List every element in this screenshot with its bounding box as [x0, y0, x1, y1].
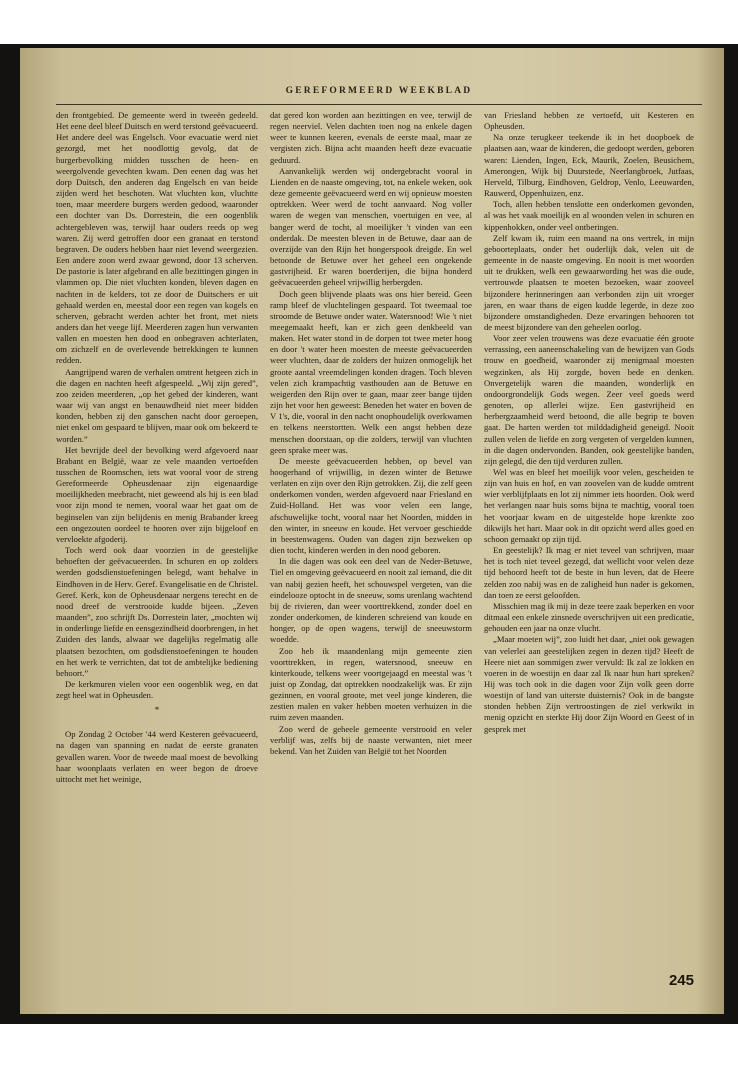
paragraph: Voor zeer velen trouwens was deze evacuatie één groote verrassing, een aaneenschakeling van de bewijzen van Gods trouw en goedheid, waaronder zij menigmaal moesten wegzinken, als Hij zorgde, boven bede en denken. Onvergetelijk waren die maanden, wonderlijk en ondoorgrondelijk Gods wegen. Zeer veel goeds werd genoten, op allerlei wijze. Een gastvrijheid en herbergzaamheid werd betoond, die alle begrip te boven gaat. De harten werden tot milddadigheid geneigd. Nooit zullen velen de liefde en zorg vergeten of vergelden kunnen, in die dagen ondervonden. Banden, ook geestelijke banden, zijn gelegd, die den tijd verduren zullen.	[484, 333, 694, 466]
paragraph: De meeste geëvacueerden hebben, op bevel van hoogerhand of vrijwillig, in dezen winter de Betuwe verlaten en zijn over den Rijn getrokken. Zij, die zelf geen onderkomen vonden, werden afgevoerd naar Friesland en Zuid-Holland. Het was voor velen een lange, afschuwelijke tocht, vooral naar het Noorden, midden in den winter, in sneeuw en koude. Het vervoer geschiedde in beestenwagens. Ouden van dagen zijn bezweken op dien tocht, kinderen werden in den nood geboren.	[270, 455, 472, 556]
paragraph: In die dagen was ook een deel van de Neder-Betuwe, Tiel en omgeving geëvacueerd en nooit zal iemand, die dit van nabij gezien heeft, het schouwspel vergeten, van die eindelooze optocht in de sneeuw, soms urenlang wachtend bij de rivieren, dan weer voorttrekkend, zonder doel en zonder onderkomen, de kinderen schreiend van koude en honger, op de open wagens, terwijl de sneeuwstorm woedde.	[270, 556, 472, 645]
paragraph: Na onze terugkeer teekende ik in het doopboek de plaatsen aan, waar de kinderen, die gedoopt werden, geboren waren: Lienden, Ingen, Eck, Maurik, Zoelen, Beusichem, Amerongen, Wijk bij Duurstede, Neerlangbroek, Jutfaas, Herveld, Tilburg, Eindhoven, Geldrop, Venlo, Leeuwarden, Rauwerd, Oppenhuizen, enz.	[484, 132, 694, 199]
paragraph: den frontgebied. De gemeente werd in tweeën gedeeld. Het eene deel bleef Duitsch en werd terstond geëvacueerd. Het andere deel was Engelsch. Voor evacuatie werd niet gezorgd, met het noodlottig gevolg, dat de burgerbevolking midden tusschen de heen- en weergolvende gevechten kwam. Den eenen dag was het dorp Duitsch, den anderen dag Engelsch en van beide zijden werd het beschoten. Wat vluchten kon, vluchtte toen, maar meerdere burgers werden gedood, waaronder een dochter van Ds. Dorrestein, die een oogenblik achtergebleven was, terwijl haar ouders reeds op weg waren. Zij werd getroffen door een granaat en terstond begraven. De ouders hebben haar niet levend weergezien. Een andere zoon werd zwaar gewond, door 13 scherven. De pastorie is later afgebrand en alle bezittingen gingen in vlammen op. Die niet vluchten konden, bleven dagen en nachten in de kelders, tot ze door de Duitschers er uit gehaald werden en, meestal door een regen van kogels en scherven, gebracht werden achter het front, met niets anders dan het veege lijf. Meerderen zagen hun verwanten vallen en moesten hen dood en onbegraven achterlaten, om zichzelf en de overlevende betrekkingen te kunnen redden.	[56, 110, 258, 366]
paragraph: Toch werd ook daar voorzien in de geestelijke behoeften der geëvacueerden. In schuren en op zolders werden godsdienstoefeningen belegd, want behalve in Eindhoven in de Herv. Geref. Evangelisatie en de Christel. Geref. Kerk, kon de Opheusdenaar nergens terecht en de nood dreef de verstrooide kudde bijeen. „Zeven maanden”, zoo schrijft Ds. Dorrestein later, „mochten wij in onderlinge liefde en eensgezindheid doorbrengen, in het Zuiden des lands, alwaar we dagelijks regelmatig alle plaatsen bezochten, om godsdienstoefeningen te houden en het werk te verrichten, dat tot de ambtelijke bediening behoort.”	[56, 545, 258, 678]
paragraph: Toch, allen hebben tenslotte een onderkomen gevonden, al was het vaak moeilijk en al woonden velen in schuren en kippenhokken, onder veel ontberingen.	[484, 199, 694, 232]
column-3	[484, 110, 694, 735]
running-header: GEREFORMEERD WEEKBLAD	[56, 86, 702, 105]
section-ornament: *	[154, 705, 160, 716]
paragraph: „Maar moeten wij”, zoo luidt het daar, „niet ook gewagen van velerlei aan geestelijken zegen in dezen tijd? Heeft de Heere niet aan sommigen zwer vervuld: Ik zal ze lokken en voeren in de woestijn en daar zal Ik naar hun hart spreken? Hij was toch ook in die dagen voor Zijn volk geen dorre woestijn of land van uiterste duisternis? Ook in de bangste stonden hebben Zijn vertroostingen de ziel verkwikt in menig opzicht en sterkte Hij door Zijn Woord en Geest of in gesprek met	[484, 634, 694, 734]
paragraph: Aangrijpend waren de verhalen omtrent hetgeen zich in die dagen en nachten heeft afgespeeld. „Wij zijn gered”, zoo zeiden meerderen, „op het gebed der kinderen, want waar wij van angst en benauwdheid niet meer bidden konden, hebben zij den ganschen nacht door geroepen, niet enkel om gespaard te blijven, maar ook om bekeerd te worden.”	[56, 366, 258, 444]
column-1	[56, 110, 258, 785]
paragraph: Zelf kwam ik, ruim een maand na ons vertrek, in mijn geboorteplaats, onder het ouderlijk dak, velen uit de gemeente in de naaste omgeving. En nooit is met woorden uit te drukken, welk een gewaarwording het was die oude, vertrouwde plaatsen te moeten bezoeken, waar zooveel bijzondere herinneringen aan verbonden zijn uit vroeger jaren, en waar thans de eigen kudde legerde, in deze zoo bijzondere omstandigheden. Deze ervaringen behooren tot de meest bijzondere van den geheelen oorlog.	[484, 232, 694, 332]
paragraph: Doch geen blijvende plaats was ons hier bereid. Geen ramp bleef de vluchtelingen gespaard. Tot tweemaal toe stroomde de Betuwe onder water. Watersnood! Wie 't niet meegemaakt heeft, kan er zich geen denkbeeld van maken. Het water stond in de dorpen tot twee meter hoog en door 't water heen moesten de meeste geëvacueerden weer vluchten, daar de zolders der huizen onmogelijk het groote aantal vreemdelingen konden dragen. Toch bleven velen zich krampachtig vasthouden aan de Betuwe en weigerden den Rijn over te gaan, maar zeer bange tijden zijn het voor hen geweest: Beneden het water en boven de V 1's, die, vooral in den nacht onophoudelijk overkwamen en telkens neerstortten. Welk een angst hebben deze menschen doorstaan, op die zolders, terwijl van vluchten geen sprake meer was.	[270, 288, 472, 455]
paragraph-dateline: Op Zondag 2 October '44 werd Kesteren geëvacueerd, na dagen van spanning en nadat de eerste granaten gevallen waren. Voor de tweede maal moest de bevolking haar woonplaats verlaten en weer begon de droeve uittocht met het weinige,	[56, 729, 258, 784]
paragraph: En geestelijk? Ik mag er niet teveel van schrijven, maar het is toch niet teveel gezegd, dat wellicht voor velen deze tijd behoord heeft tot de beste in hun leven, dat de Heere zelden zoo nabij was en de zaligheid hun nader is gekomen, dan toen ze eerst geloofden.	[484, 545, 694, 600]
scan-frame	[0, 44, 738, 1024]
paragraph: Zoo heb ik maandenlang mijn gemeente zien voorttrekken, in regen, watersnood, sneeuw en kinterkoude, telkens weer voortgejaagd en meestal was 't juist op Zondag, dat optrekken noodzakelijk was. Er zijn gezinnen, en vooral groote, met veel jonge kinderen, die zestien malen en vaker hebben moeten verhuizen in die ruim zeven maanden.	[270, 645, 472, 723]
newspaper-page	[20, 48, 724, 1014]
paragraph: Misschien mag ik mij in deze teere zaak beperken en voor ditmaal een enkele zinsnede overschrijven uit een predicatie, gehouden een jaar na onze vlucht.	[484, 600, 694, 634]
page-number: 245	[668, 972, 694, 989]
column-2	[270, 110, 472, 757]
paragraph: Het bevrijde deel der bevolking werd afgevoerd naar Brabant en België, waar ze vele maanden vertoefden tusschen de Roomschen, iets wat vooral voor de streng Gereformeerde Opheusdenaar zijn eigenaardige moeilijkheden meebracht, niet geweend als hij is een blad voor zijn mond te nemen, vooral waar het gaat om de beginselen van zijn belijdenis en menig Brabander kreeg een ongezouten oordeel te hooren over zijn bijgeloof en vervloekte afgoderij.	[56, 444, 258, 544]
paragraph: dat gered kon worden aan bezittingen en vee, terwijl de regen neerviel. Velen dachten toen nog na enkele dagen weer te kunnen keeren, evenals de eerste maal, maar ze vergisten zich. Bijna acht maanden heeft deze evacuatie geduurd.	[270, 110, 472, 165]
paragraph: Wel was en bleef het moeilijk voor velen, gescheiden te zijn van huis en hof, en van zoovelen van de kudde omtrent wier verblijfplaats en lot zij nimmer iets hoorden. Ook werd het verlangen naar huis soms bijna te machtig, vooral toen het voorjaar kwam en de uitgestelde hope krenkte zoo dikwijls het hart. Maar ook in dit opzicht werd alles goed en schoon gemaakt op zijn tijd.	[484, 467, 694, 544]
paragraph: Aanvankelijk werden wij ondergebracht vooral in Lienden en de naaste omgeving, tot, na enkele weken, ook deze gemeente geëvacueerd werd en wij opnieuw moesten optrekken. Weer werd de tocht aanvaard. Nog voller waren de wegen van menschen, voertuigen en vee, al banger werd de tocht, al moeilijker 't vinden van een onderdak. De meesten bleven in de Betuwe, daar aan de overzijde van den Rijn het hongerspook dreigde. En wel betoonde de Betuwe over het geheel een ongekende gastvrijheid. Er waren boerderijen, die bijna honderd geëvacueerden geheel vrijwillig herbergden.	[270, 165, 472, 288]
paragraph: Zoo werd de geheele gemeente verstrooid en veler verblijf was, zelfs bij de naaste verwanten, niet meer bekend. Van het Zuiden van België tot het Noorden	[270, 723, 472, 756]
paragraph: van Friesland hebben ze vertoefd, uit Kesteren en Opheusden.	[484, 110, 694, 132]
paragraph: De kerkmuren vielen voor een oogenblik weg, en dat zegt heel wat in Opheusden.	[56, 678, 258, 701]
